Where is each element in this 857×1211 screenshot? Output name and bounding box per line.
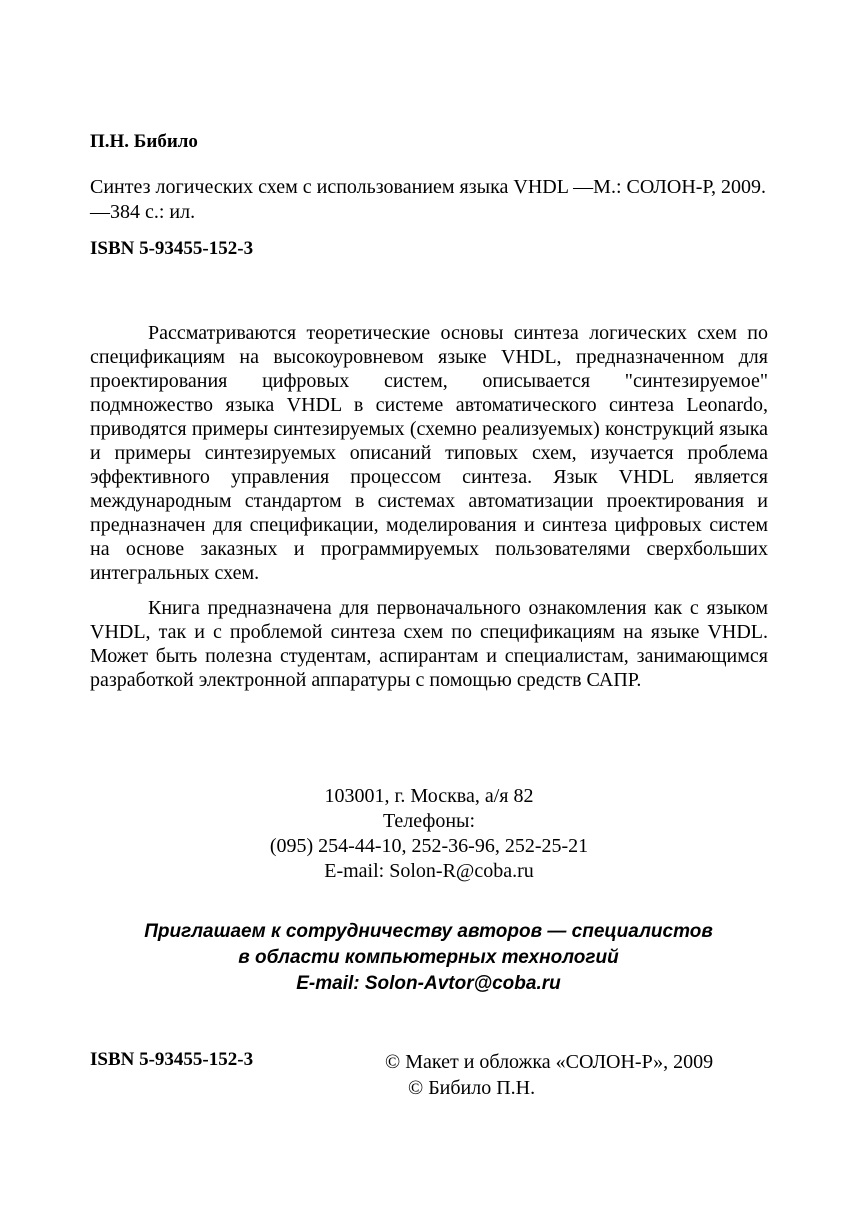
copyright-author: © Бибило П.Н.: [408, 1077, 536, 1099]
author-name: П.Н. Бибило: [90, 131, 198, 152]
copyright-layout: © Макет и обложка «СОЛОН-Р», 2009: [385, 1051, 714, 1073]
abstract-paragraph-2: Книга предназначена для первоначального ознакомления как с языком VHDL, так и с проблемой синтеза схем по спецификациям на языке VHDL. Может быть полезна студентам, аспирантам и специалистам, занимающимся разработкой электронной аппаратуры с помощью средств САПР.: [90, 597, 768, 691]
phones-label: Телефоны:: [382, 810, 476, 832]
copyright-block: [385, 1049, 713, 1101]
phone-numbers: (095) 254-44-10, 252-36-96, 252-25-21: [269, 835, 589, 857]
isbn-bottom: ISBN 5-93455-152-3: [90, 1049, 254, 1070]
abstract: [90, 321, 768, 692]
invitation-email: E-mail: Solon-Avtor@coba.ru: [296, 973, 561, 994]
invitation-line-1: Приглашаем к сотрудничеству авторов — специалистов: [144, 921, 713, 942]
authors-invitation: [0, 919, 857, 997]
isbn-top: ISBN 5-93455-152-3: [90, 238, 254, 259]
invitation-line-2: в области компьютерных технологий: [238, 947, 619, 968]
publisher-contacts: [90, 784, 768, 884]
publisher-address: 103001, г. Москва, а/я 82: [324, 785, 534, 807]
abstract-paragraph-1: Рассматриваются теоретические основы синтеза логических схем по спецификациям на высокоуровневом языке VHDL, предназначенном для проектирования цифровых систем, описывается "синтезируемое" подмножество языка VHDL в системе автоматического синтеза Leonardo, приводятся примеры синтезируемых (схемно реализуемых) конструкций языка и примеры синтезируемых описаний типовых схем, изучается проблема эффективного управления процессом синтеза. Язык VHDL является международным стандартом в системах автоматизации проектирования и предназначен для спецификации, моделирования и синтеза цифровых систем на основе заказных и программируемых пользователями сверхбольших интегральных схем.: [90, 322, 768, 584]
bibliographic-description: Синтез логических схем с использованием языка VHDL —М.: СОЛОН-Р, 2009. —384 с.: ил.: [90, 176, 767, 223]
publisher-email: E-mail: Solon-R@coba.ru: [324, 860, 534, 882]
